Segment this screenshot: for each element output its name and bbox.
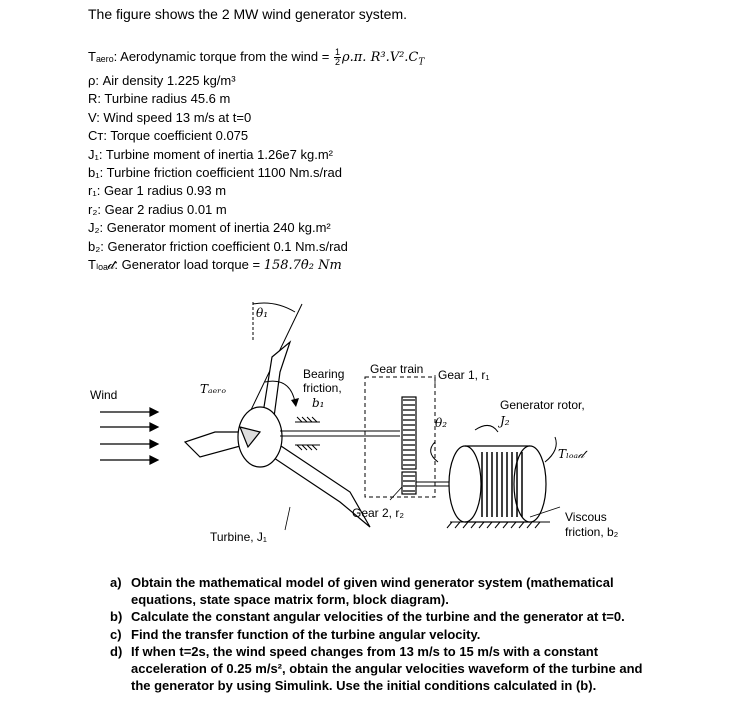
param-j1: J₁: Turbine moment of inertia 1.26e7 kg.m² [88, 146, 334, 162]
viscous-friction-ground [447, 522, 550, 528]
t-load-label: Tₗₒₐ𝒹: [88, 257, 119, 273]
question-d-label: d) [110, 643, 123, 659]
theta1-label: θ₁ [256, 306, 269, 320]
parameter-list [88, 48, 424, 275]
theta2-arc [431, 442, 438, 462]
friction-label: friction, [303, 381, 342, 395]
gear2-label: Gear 2, r₂ [352, 506, 405, 520]
wind-arrowhead-4 [150, 456, 158, 464]
bearing-label: Bearing [303, 367, 345, 381]
bearing [295, 417, 320, 450]
wind-arrowhead-3 [150, 440, 158, 448]
j2-label: J₂ [500, 414, 510, 428]
theta2-label: θ₂ [435, 416, 448, 430]
param-wind-speed: V: Wind speed 13 m/s at t=0 [88, 109, 252, 125]
question-d-text: If when t=2s, the wind speed changes from 13 m/s to 15 m/s with a constant acceleration of 0.25 m/s², obtain the angular velocities waveform of the turbine and the generator by using Simulink. Use the initial conditions calculated in (b). [131, 643, 643, 694]
param-radius: R: Turbine radius 45.6 m [88, 91, 231, 107]
question-b-text: Calculate the constant angular velocities of the turbine and the generator at t=0. [131, 609, 625, 625]
t-aero-formula-subscript: T [418, 57, 425, 68]
wind-generator-diagram [90, 292, 650, 562]
leader-turbine [285, 507, 290, 530]
viscous-friction-label: friction, b₂ [565, 525, 619, 539]
bearing-top-hatch [297, 417, 317, 422]
t-load-formula: 158.7θ̇₂ Nm [263, 258, 342, 274]
t-aero-text: Aerodynamic torque from the wind = [120, 49, 330, 64]
question-c [110, 626, 655, 643]
viscous-label: Viscous [565, 510, 607, 524]
intro-text: The figure shows the 2 MW wind generator system. [88, 6, 408, 22]
question-d [110, 643, 655, 695]
t-aero-diagram-label: Tₐₑᵣₒ [200, 382, 226, 396]
main-shaft [280, 431, 400, 436]
param-j2: J₂: Generator moment of inertia 240 kg.m² [88, 220, 331, 236]
fraction-denominator: 2 [334, 57, 340, 68]
param-b2: b₂: Generator friction coefficient 0.1 Nm.s/rad [88, 238, 348, 254]
question-c-text: Find the transfer function of the turbine angular velocity. [131, 626, 481, 642]
t-aero-label: Tₐₑᵣₒ: [88, 49, 118, 64]
gear-2 [402, 472, 450, 494]
t-load-arrow-arc [545, 437, 556, 462]
param-r1: r₁: Gear 1 radius 0.93 m [88, 183, 227, 199]
gear-train-box [365, 377, 435, 497]
question-b-label: b) [110, 609, 123, 625]
generator [449, 446, 546, 522]
t-aero-arrowhead [291, 398, 299, 407]
gen-rotor-arrow-arc [475, 425, 498, 432]
b1-label: b₁ [312, 396, 325, 410]
question-list [110, 574, 655, 694]
leader-gear2 [390, 487, 402, 500]
generator-front-face [449, 446, 481, 522]
gear-1 [402, 397, 416, 469]
param-rho: ρ: Air density 1.225 kg/m³ [88, 73, 236, 88]
param-t-aero [88, 48, 424, 72]
t-load-text: Generator load torque = [121, 257, 261, 273]
question-a [110, 574, 655, 608]
generator-back-face [514, 446, 546, 522]
gear-train-label: Gear train [370, 362, 424, 376]
param-b1: b₁: Turbine friction coefficient 1100 Nm.s/rad [88, 165, 342, 181]
ground-hatch [447, 522, 540, 528]
gear-1-body [402, 397, 416, 469]
gear1-label: Gear 1, r₁ [438, 368, 490, 382]
wind-arrowhead-2 [150, 423, 158, 431]
generator-rotor-label: Generator rotor, [500, 398, 585, 412]
t-aero-formula: ρ.π. R³.V².C [341, 50, 419, 65]
question-c-label: c) [110, 626, 122, 642]
turbine-label: Turbine, J₁ [210, 530, 267, 544]
one-half-fraction [334, 48, 341, 67]
question-b [110, 608, 655, 625]
t-load-diagram-label: Tₗₒₐ𝒹 [558, 447, 585, 461]
question-a-text: Obtain the mathematical model of given wind generator system (mathematical equations, state space matrix form, block diagram). [131, 575, 614, 608]
fraction-numerator: 1 [334, 47, 340, 58]
bearing-bottom-hatch [297, 445, 317, 450]
turbine-hub [238, 407, 282, 467]
wind-arrowhead-1 [150, 408, 158, 416]
wind-label: Wind [90, 388, 118, 402]
wind-arrows [100, 408, 158, 464]
param-t-load [88, 256, 424, 275]
param-torque-coefficient: Cᴛ: Torque coefficient 0.075 [88, 128, 249, 144]
param-r2: r₂: Gear 2 radius 0.01 m [88, 201, 227, 217]
question-a-label: a) [110, 575, 122, 590]
